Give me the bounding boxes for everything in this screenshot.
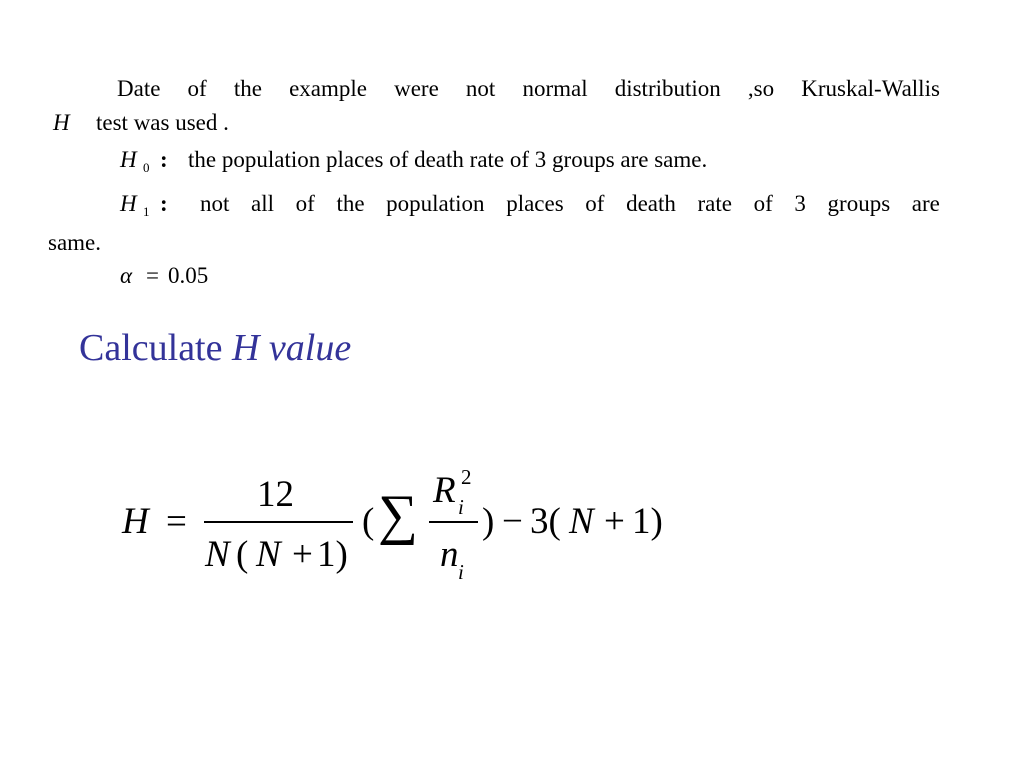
intro-word: normal bbox=[522, 76, 588, 101]
intro-word: were bbox=[394, 76, 439, 101]
h1-word: of bbox=[585, 191, 605, 216]
section-heading bbox=[79, 326, 351, 370]
h1-word: of bbox=[295, 191, 315, 216]
formula-denominator-open: ( bbox=[236, 534, 249, 575]
h0-subscript: 0 bbox=[143, 160, 150, 175]
formula-n: n bbox=[440, 534, 459, 575]
formula-fraction-bar bbox=[204, 521, 353, 523]
intro-line-2: test was used . bbox=[96, 110, 229, 135]
alpha-value: 0.05 bbox=[168, 263, 209, 288]
formula-open-paren: ( bbox=[362, 501, 375, 542]
formula-close-paren: ) bbox=[482, 501, 495, 542]
formula-numerator: 12 bbox=[257, 474, 294, 515]
h1-symbol: H bbox=[120, 191, 137, 216]
formula-denominator-one: 1) bbox=[317, 534, 348, 575]
h0-colon: : bbox=[160, 147, 168, 172]
h1-word: are bbox=[911, 191, 940, 216]
h0-symbol: H bbox=[120, 147, 137, 172]
formula-denominator-n2: N bbox=[256, 534, 281, 575]
h1-word: not bbox=[200, 191, 230, 216]
intro-word: Date bbox=[117, 76, 161, 101]
intro-word: distribution bbox=[614, 76, 721, 101]
formula-denominator-plus: + bbox=[292, 534, 313, 575]
formula-r-superscript: 2 bbox=[461, 465, 472, 489]
intro-line-1 bbox=[117, 77, 940, 100]
intro-word: ,so bbox=[747, 76, 775, 101]
h1-word: places bbox=[506, 191, 564, 216]
h1-word: groups bbox=[827, 191, 891, 216]
formula-r-subscript: i bbox=[458, 495, 464, 519]
h1-word: population bbox=[386, 191, 485, 216]
intro-word: the bbox=[233, 76, 262, 101]
formula-inner-fraction-bar bbox=[429, 521, 478, 523]
intro-word: of bbox=[187, 76, 207, 101]
h1-word: death bbox=[626, 191, 676, 216]
h1-word: 3 bbox=[794, 191, 806, 216]
intro-word: not bbox=[465, 76, 496, 101]
formula-equals: = bbox=[166, 501, 187, 542]
h1-word: of bbox=[753, 191, 773, 216]
h1-colon: : bbox=[160, 191, 168, 216]
formula-r: R bbox=[433, 470, 456, 511]
formula-one-last: 1) bbox=[632, 501, 663, 542]
formula-minus: − bbox=[502, 501, 523, 542]
formula-n-subscript: i bbox=[458, 560, 464, 584]
h1-word: all bbox=[251, 191, 275, 216]
h1-statement-continuation: same. bbox=[48, 230, 102, 255]
formula-lhs: H bbox=[122, 501, 149, 542]
h0-statement: the population places of death rate of 3 groups are same. bbox=[188, 147, 708, 172]
h1-subscript: 1 bbox=[143, 204, 150, 219]
alpha-equals: = bbox=[146, 263, 159, 288]
intro-word: example bbox=[289, 76, 367, 101]
h1-statement bbox=[200, 192, 940, 215]
alpha-symbol: α bbox=[120, 263, 133, 288]
h1-word: rate bbox=[697, 191, 732, 216]
sigma-symbol: ∑ bbox=[378, 484, 418, 546]
intro-h-symbol: H bbox=[53, 110, 70, 135]
heading-italic: H value bbox=[231, 327, 352, 369]
heading-prefix: Calculate bbox=[79, 327, 232, 369]
formula-denominator-n: N bbox=[205, 534, 230, 575]
h1-word: the bbox=[336, 191, 365, 216]
formula-three: 3( bbox=[530, 501, 561, 542]
intro-word: Kruskal-Wallis bbox=[801, 76, 940, 101]
formula-plus-last: + bbox=[604, 501, 625, 542]
formula-n-last: N bbox=[569, 501, 594, 542]
